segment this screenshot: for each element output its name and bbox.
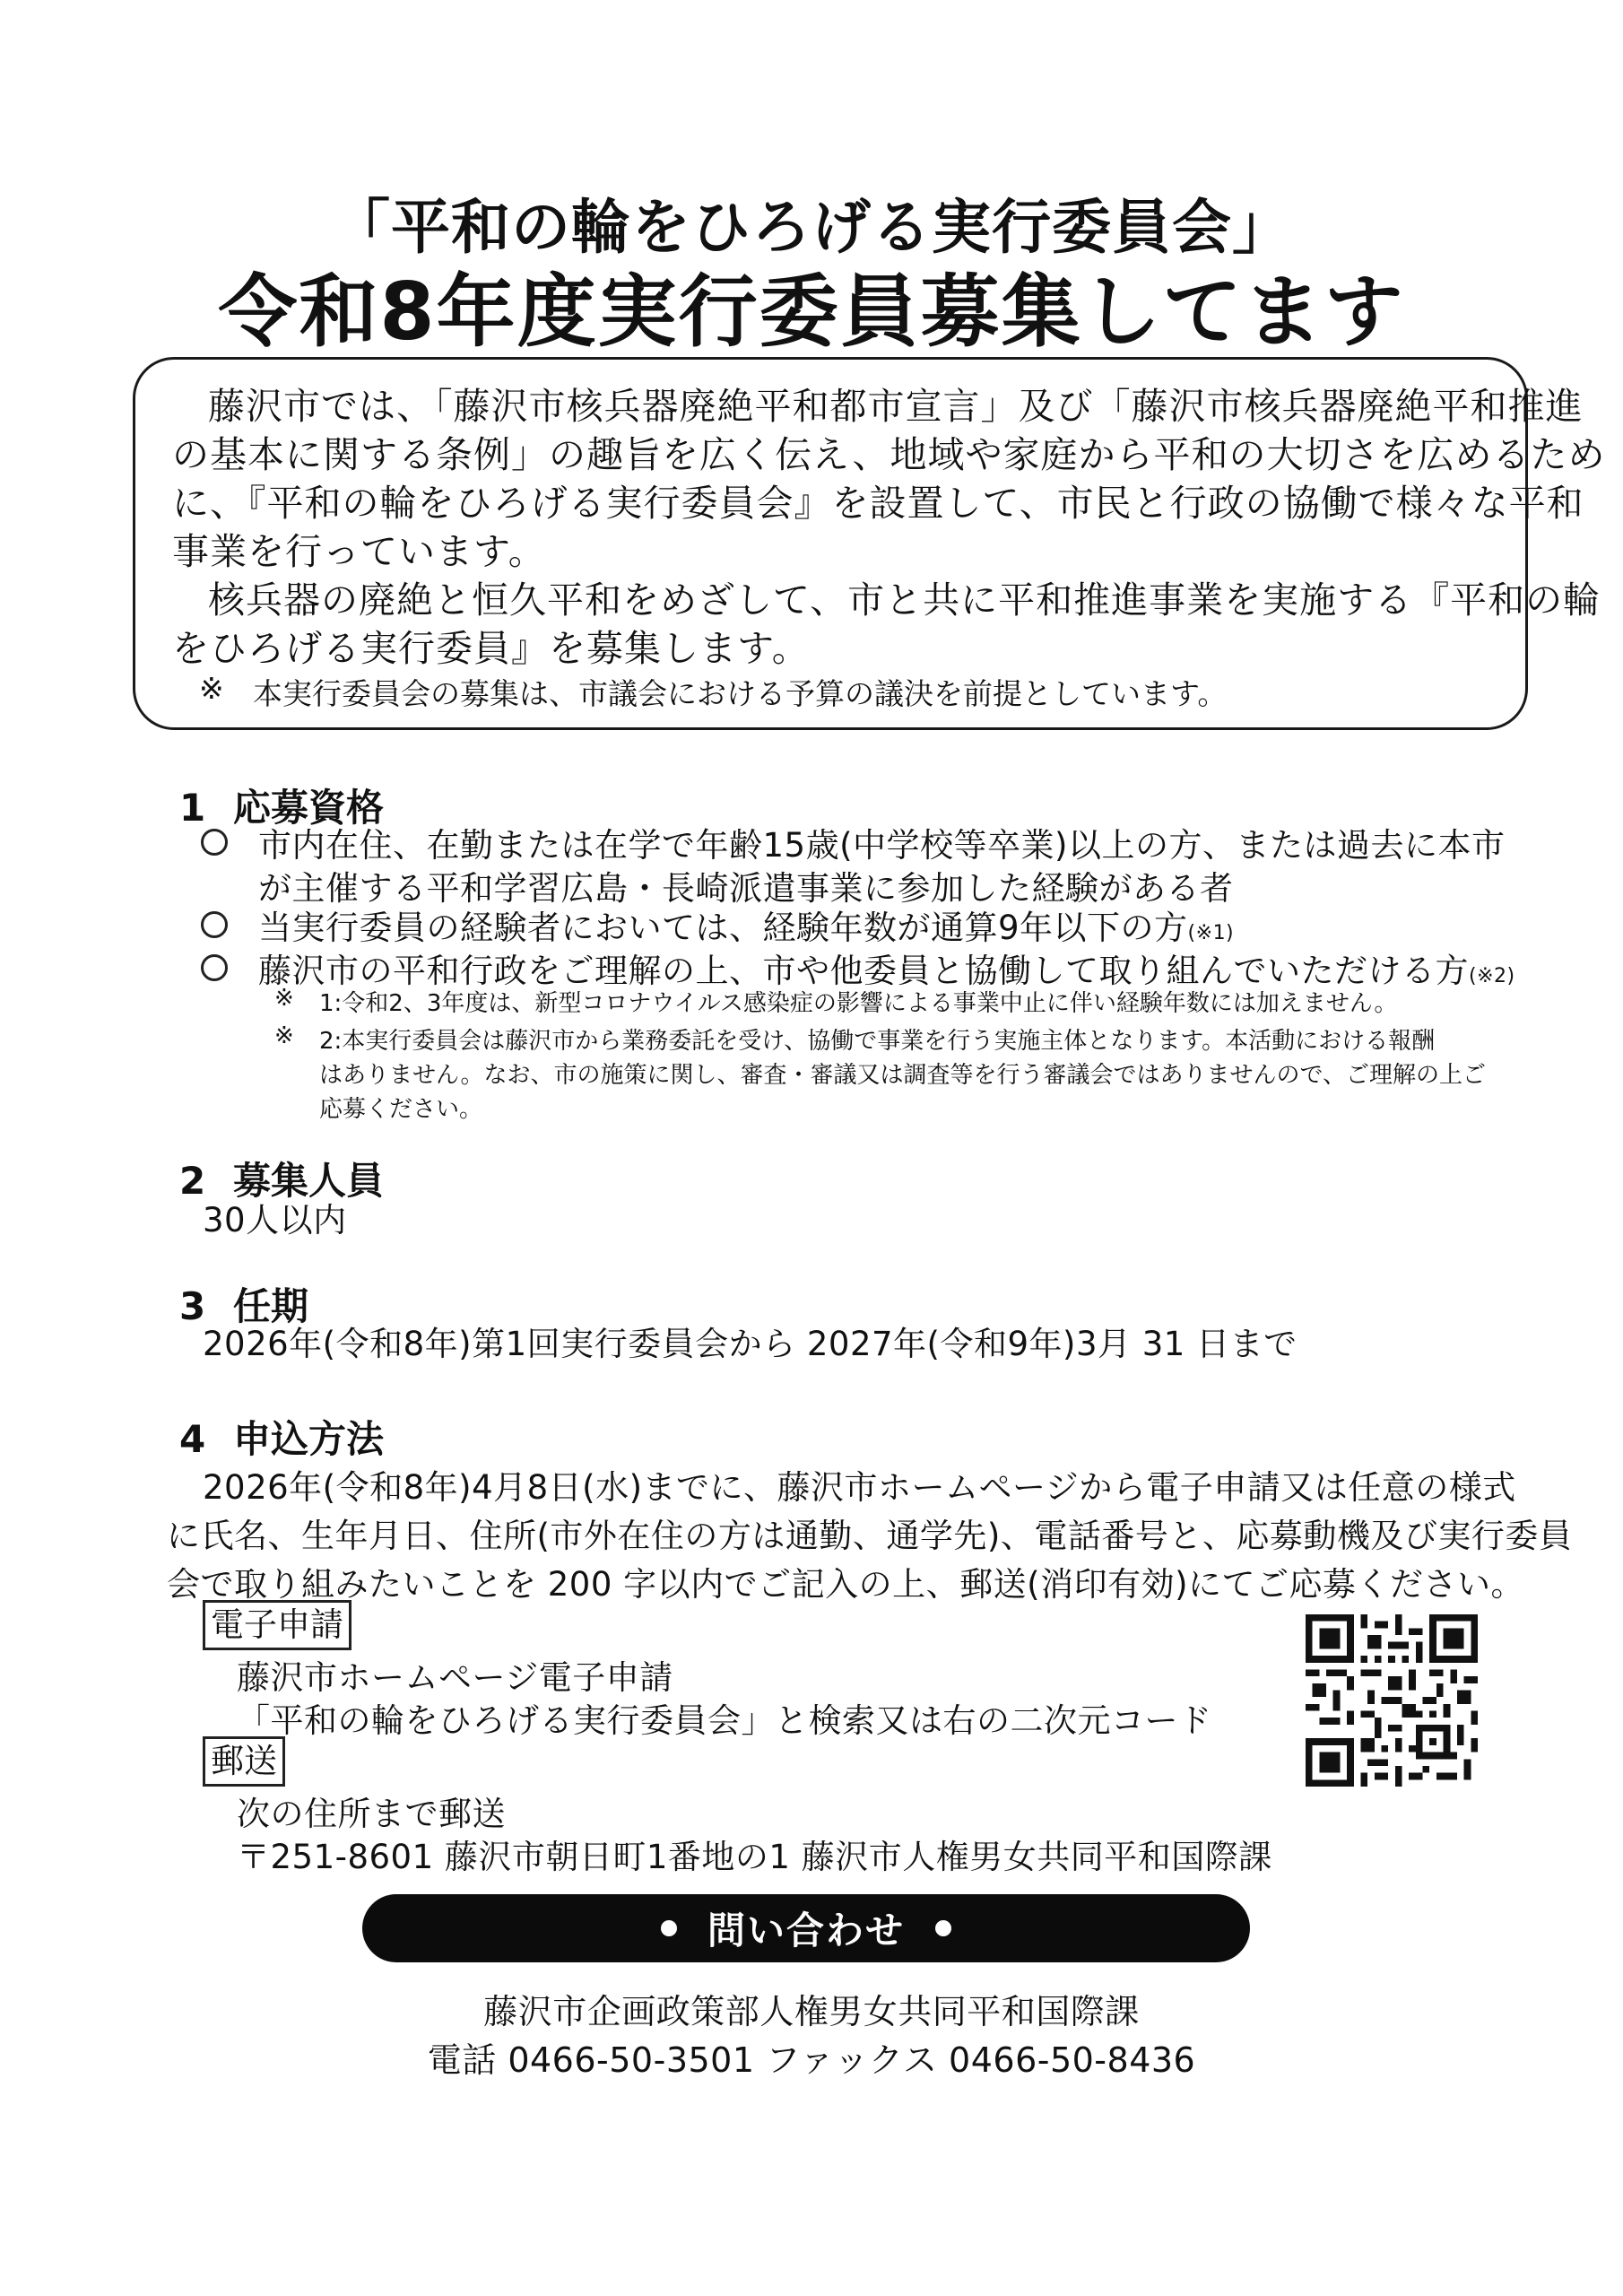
circle-bullet-icon [201,954,228,981]
qualification-text: 藤沢市の平和行政をご理解の上、市や他委員と協働して取り組んでいただける方 [258,952,1469,990]
section-number: 3 [179,1284,206,1328]
section-title: 応募資格 [233,786,385,830]
electronic-application-line: 藤沢市ホームページ電子申請 [237,1658,673,1697]
intro-line: をひろげる実行委員』を募集します。 [172,627,810,670]
qualification-text: 当実行委員の経験者においては、経験年数が通算9年以下の方 [258,909,1188,947]
contact-heading: 問い合わせ [707,1909,905,1952]
footnote-line: 2:本実行委員会は藤沢市から業務委託を受け、協働で事業を行う実施主体となります。本活動における報酬 [319,1028,1436,1055]
contact-department: 藤沢市企画政策部人権男女共同平和国際課 [483,1992,1140,2031]
footnote-line: 1:令和2、3年度は、新型コロナウイルス感染症の影響による事業中止に伴い経験年数には加えません。 [319,990,1398,1017]
section-title: 任期 [233,1284,309,1328]
footnote-mark: ※ [274,985,294,1012]
qualification-line: 市内在住、在勤または在学で年齢15歳(中学校等卒業)以上の方、または過去に本市 [258,826,1506,865]
intro-line: 事業を行っています。 [172,530,546,573]
section-number: 1 [179,786,206,830]
mail-line: 次の住所まで郵送 [237,1795,506,1833]
intro-line: 藤沢市では、「藤沢市核兵器廃絶平和都市宣言」及び「藤沢市核兵器廃絶平和推進 [208,385,1584,428]
section-title: 募集人員 [233,1159,385,1203]
recruit-count: 30人以内 [203,1201,347,1239]
qr-code-icon[interactable] [1306,1614,1478,1787]
note-reference: (※1) [1187,922,1235,944]
term-text: 2026年(令和8年)第1回実行委員会から 2027年(令和9年)3月 31 日まで [203,1325,1298,1363]
circle-bullet-icon [201,911,228,938]
bullet-dot-icon [661,1920,677,1936]
qualification-line [258,900,1234,949]
qualification-line: が主催する平和学習広島・長崎派遣事業に参加した経験がある者 [258,869,1234,908]
intro-note-mark: ※ [199,671,224,706]
circle-bullet-icon [201,829,228,856]
note-reference: (※2) [1469,965,1515,987]
intro-line: の基本に関する条例」の趣旨を広く伝え、地域や家庭から平和の大切さを広めるため [172,433,1606,476]
application-line: に氏名、生年月日、住所(市外在住の方は通勤、通学先)、電話番号と、応募動機及び実行委員 [167,1517,1573,1555]
section-number: 4 [179,1417,206,1461]
footnote-line: はありません。なお、市の施策に関し、審査・審議又は調査等を行う審議会ではありませんので、ご理解の上ご [319,1062,1487,1089]
section-title: 申込方法 [233,1417,385,1461]
title-line-1: 「平和の輪をひろげる実行委員会」 [331,193,1292,262]
mail-address: 〒251-8601 藤沢市朝日町1番地の1 藤沢市人権男女共同平和国際課 [237,1838,1272,1876]
section-number: 2 [179,1159,206,1203]
application-line: 2026年(令和8年)4月8日(水)までに、藤沢市ホームページから電子申請又は任意の様式 [203,1468,1516,1507]
intro-note: 本実行委員会の募集は、市議会における予算の議決を前提としています。 [253,676,1228,711]
electronic-application-line: 「平和の輪をひろげる実行委員会」と検索又は右の二次元コード [237,1701,1212,1740]
intro-line: に、『平和の輪をひろげる実行委員会』を設置して、市民と行政の協働で様々な平和 [172,482,1584,525]
application-line: 会で取り組みたいことを 200 字以内でご記入の上、郵送(消印有効)にてご応募ください。 [167,1565,1525,1604]
mail-label: 郵送 [203,1736,285,1787]
title-line-2: 令和8年度実行委員募集してます [218,265,1405,358]
footnote-line: 応募ください。 [319,1096,483,1123]
contact-heading-bar [362,1894,1250,1962]
section-4-heading [179,1410,384,1464]
bullet-dot-icon [935,1920,951,1936]
footnote-mark: ※ [274,1022,294,1049]
electronic-application-label: 電子申請 [203,1600,352,1650]
contact-phone-fax: 電話 0466-50-3501 ファックス 0466-50-8436 [427,2040,1196,2080]
intro-line: 核兵器の廃絶と恒久平和をめざして、市と共に平和推進事業を実施する『平和の輪 [208,578,1601,622]
